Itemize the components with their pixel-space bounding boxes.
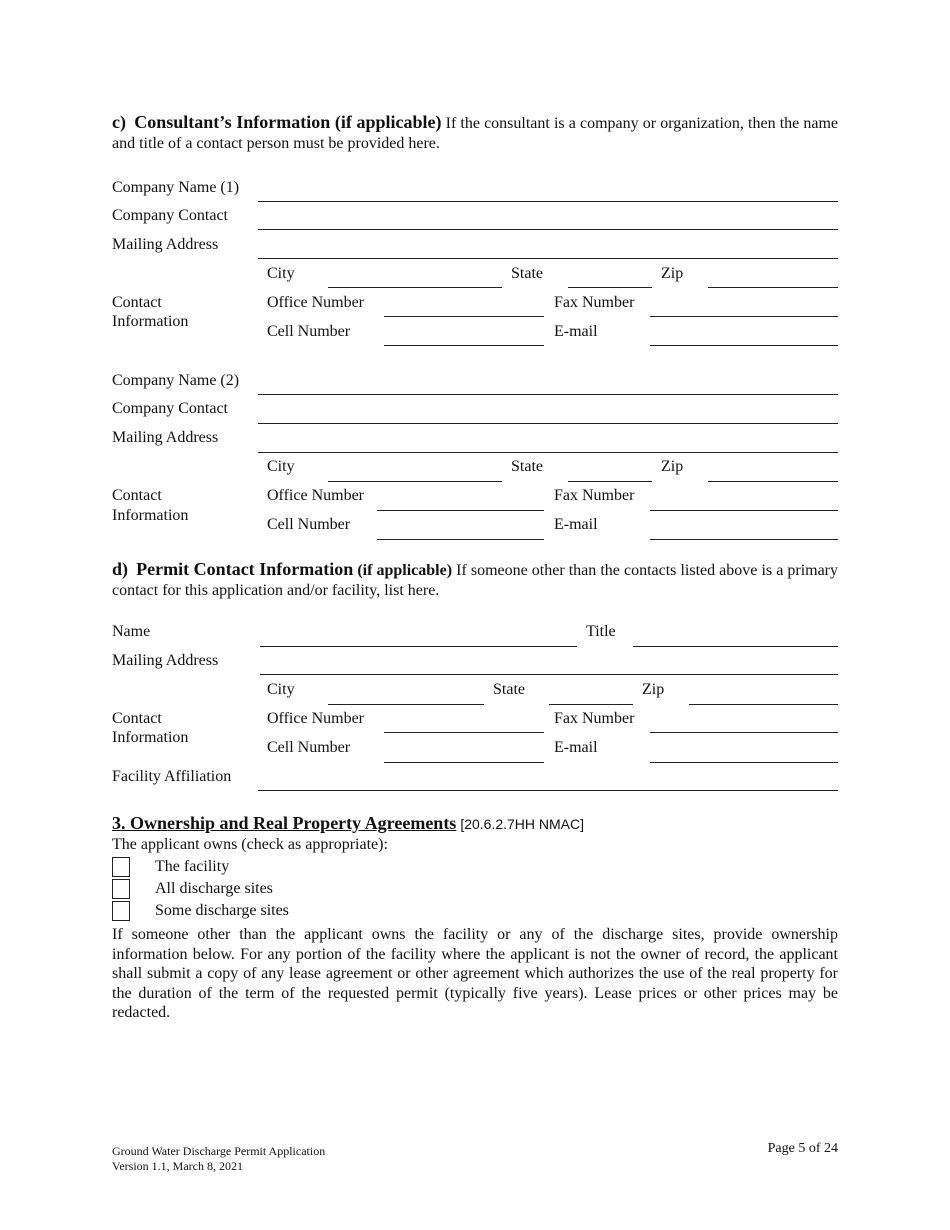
mailing-address-1-label: Mailing Address — [112, 236, 219, 253]
office-number-2-field[interactable] — [377, 510, 544, 511]
state-1-field[interactable] — [568, 287, 652, 288]
state-1-label: State — [511, 265, 543, 282]
zip-1-label: Zip — [661, 265, 684, 282]
state-3-label: State — [493, 681, 525, 698]
cell-number-2-field[interactable] — [377, 539, 544, 540]
email-2-field[interactable] — [650, 539, 838, 540]
facility-affiliation-label: Facility Affiliation — [112, 768, 232, 785]
section-c-prefix: c) — [112, 112, 126, 132]
fax-number-2-field[interactable] — [650, 510, 838, 511]
section-3-heading — [112, 813, 584, 834]
section-c-title: Consultant’s Information (if applicable) — [134, 112, 442, 132]
cell-number-3-field[interactable] — [384, 762, 544, 763]
ownership-intro: The applicant owns (check as appropriate): — [112, 836, 388, 853]
footer-doc-title: Ground Water Discharge Permit Application — [112, 1144, 326, 1158]
email-1-label: E-mail — [554, 323, 598, 340]
footer-version: Version 1.1, March 8, 2021 — [112, 1159, 243, 1173]
contact-info-1-label-b: Information — [112, 313, 189, 330]
section-d-title: Permit Contact Information — [136, 559, 354, 579]
ownership-some-sites-label: Some discharge sites — [155, 902, 289, 919]
mailing-address-2-label: Mailing Address — [112, 429, 219, 446]
contact-info-2-label-a: Contact — [112, 487, 162, 504]
section-d-qualifier: (if applicable) — [357, 562, 453, 579]
email-3-field[interactable] — [650, 762, 838, 763]
office-number-3-field[interactable] — [384, 732, 544, 733]
fax-number-1-field[interactable] — [650, 316, 838, 317]
city-1-field[interactable] — [328, 287, 502, 288]
company-contact-1-field[interactable] — [258, 229, 838, 230]
contact-info-2-label-b: Information — [112, 507, 189, 524]
fax-number-1-label: Fax Number — [554, 294, 635, 311]
cell-number-1-field[interactable] — [384, 345, 544, 346]
city-3-field[interactable] — [328, 704, 484, 705]
office-number-2-label: Office Number — [267, 487, 364, 504]
company-name-1-label: Company Name (1) — [112, 179, 240, 196]
contact-info-3-label-b: Information — [112, 729, 189, 746]
city-1-label: City — [267, 265, 295, 282]
name-field[interactable] — [260, 646, 577, 647]
company-name-2-label: Company Name (2) — [112, 372, 240, 389]
footer-page-number: Page 5 of 24 — [767, 1141, 838, 1156]
company-name-1-field[interactable] — [258, 201, 838, 202]
title-field[interactable] — [633, 646, 838, 647]
office-number-1-field[interactable] — [384, 316, 544, 317]
mailing-address-2-field[interactable] — [258, 452, 838, 453]
company-name-2-field[interactable] — [258, 394, 838, 395]
section-d-prefix: d) — [112, 559, 129, 579]
zip-3-label: Zip — [642, 681, 665, 698]
ownership-some-sites-checkbox[interactable] — [112, 901, 130, 921]
cell-number-3-label: Cell Number — [267, 739, 351, 756]
email-3-label: E-mail — [554, 739, 598, 756]
fax-number-3-field[interactable] — [650, 732, 838, 733]
city-2-field[interactable] — [328, 481, 502, 482]
city-3-label: City — [267, 681, 295, 698]
zip-3-field[interactable] — [689, 704, 838, 705]
state-2-label: State — [511, 458, 543, 475]
zip-2-label: Zip — [661, 458, 684, 475]
ownership-facility-label: The facility — [155, 858, 230, 875]
city-2-label: City — [267, 458, 295, 475]
company-contact-1-label: Company Contact — [112, 207, 228, 224]
cell-number-2-label: Cell Number — [267, 516, 351, 533]
zip-2-field[interactable] — [708, 481, 838, 482]
mailing-address-1-field[interactable] — [258, 258, 838, 259]
company-contact-2-field[interactable] — [258, 423, 838, 424]
cell-number-1-label: Cell Number — [267, 323, 351, 340]
fax-number-3-label: Fax Number — [554, 710, 635, 727]
email-2-label: E-mail — [554, 516, 598, 533]
state-2-field[interactable] — [568, 481, 652, 482]
ownership-facility-checkbox[interactable] — [112, 857, 130, 877]
mailing-address-3-field[interactable] — [260, 674, 838, 675]
contact-info-3-label-a: Contact — [112, 710, 162, 727]
facility-affiliation-field[interactable] — [258, 790, 838, 791]
fax-number-2-label: Fax Number — [554, 487, 635, 504]
section-c-heading — [112, 113, 838, 153]
section-3-title: 3. Ownership and Real Property Agreements — [112, 813, 457, 833]
office-number-1-label: Office Number — [267, 294, 364, 311]
name-label: Name — [112, 623, 151, 640]
section-c-description: If the consultant is a company or organization, then the name and title of a contact person must be provided here. — [112, 115, 839, 152]
section-d-heading — [112, 560, 838, 600]
ownership-all-sites-checkbox[interactable] — [112, 879, 130, 899]
title-label: Title — [586, 623, 616, 640]
ownership-all-sites-label: All discharge sites — [155, 880, 273, 897]
office-number-3-label: Office Number — [267, 710, 364, 727]
ownership-paragraph: If someone other than the applicant owns the facility or any of the discharge sites, provide ownership information below. For any portion of the facility where the applicant is not the owner of record, the applicant shall submit a copy of any lease agreement or other agreement which authorizes the use of the real property for the duration of the term of the requested permit (typically five years). Lease prices or other prices may be redacted. — [112, 926, 838, 1021]
company-contact-2-label: Company Contact — [112, 400, 228, 417]
section-d-description: If someone other than the contacts listed above is a primary contact for this application and/or facility, list here. — [112, 562, 839, 599]
zip-1-field[interactable] — [708, 287, 838, 288]
section-3-citation: [20.6.2.7HH NMAC] — [460, 816, 585, 832]
email-1-field[interactable] — [650, 345, 838, 346]
contact-info-1-label-a: Contact — [112, 294, 162, 311]
mailing-address-3-label: Mailing Address — [112, 652, 219, 669]
state-3-field[interactable] — [549, 704, 633, 705]
